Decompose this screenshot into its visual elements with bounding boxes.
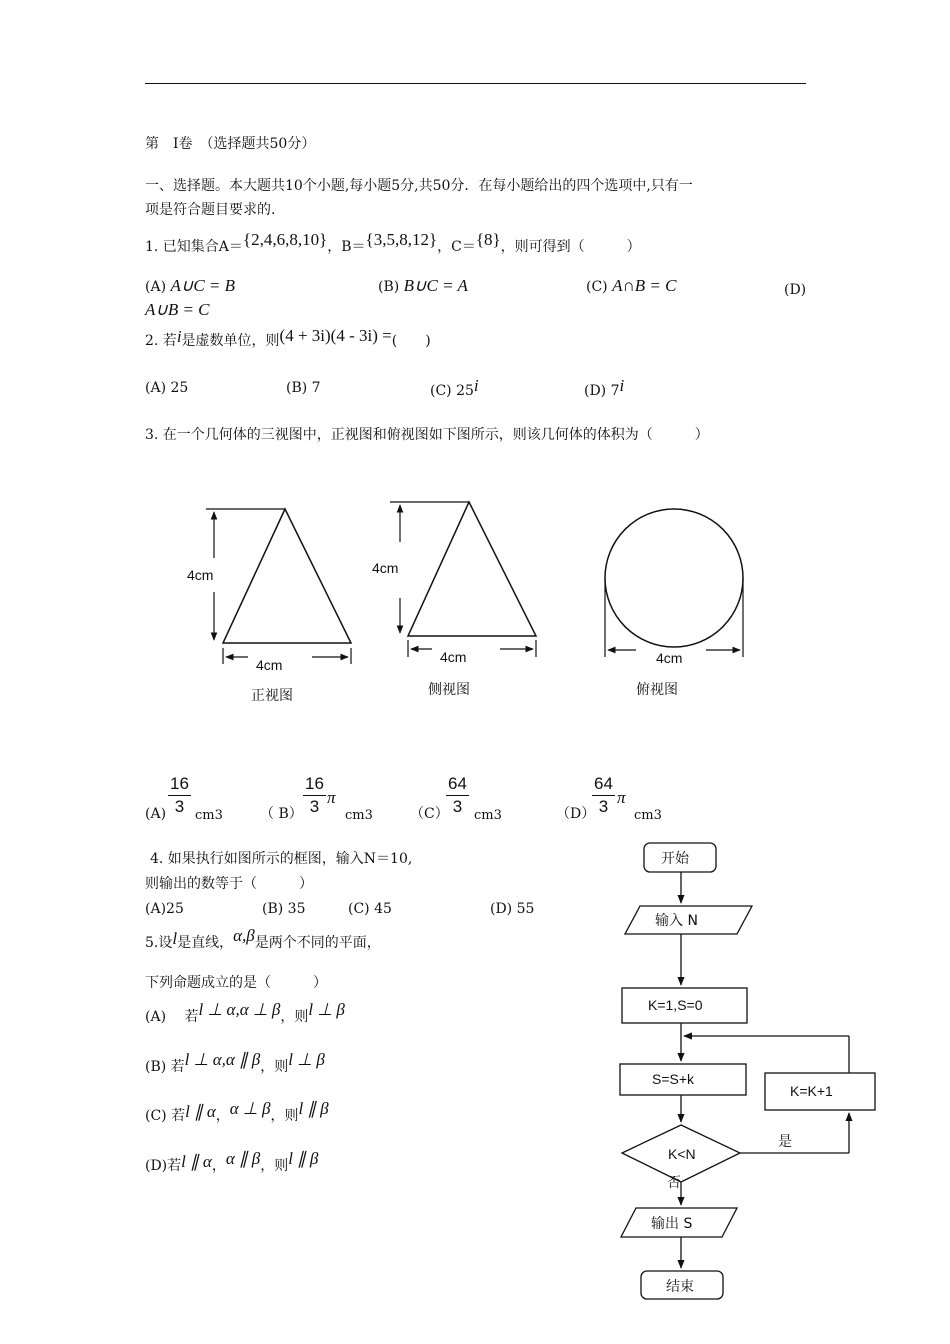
q5-option-c-cond-1: l ∥ α xyxy=(185,1102,216,1121)
top-view-circle xyxy=(605,509,743,647)
side-height-label: 4cm xyxy=(372,560,399,576)
side-view-caption: 侧视图 xyxy=(428,682,470,698)
q1-option-d-expr: A∪B = C xyxy=(145,300,210,319)
q1-option-c-label: (C) xyxy=(586,279,608,295)
flow-end-label: 结束 xyxy=(666,1279,694,1295)
q2-mid: 是虚数单位，则 xyxy=(181,333,280,349)
q4-line-2: 则输出的数等于（ ） xyxy=(145,876,313,892)
q5-option-b-label: (B) 若 xyxy=(145,1059,185,1075)
q3-option-c-label: （C） xyxy=(410,806,449,822)
q1-suffix: ，则可得到（ ） xyxy=(500,239,641,255)
q1-prefix: 1. 已知集合A＝ xyxy=(145,239,243,255)
flow-input-label: 输入 N xyxy=(655,913,698,929)
q3-option-c-numerator: 64 xyxy=(448,774,467,793)
q5-option-c-label: (C) 若 xyxy=(145,1108,186,1124)
q5-suffix: 是两个不同的平面， xyxy=(254,935,381,951)
front-width-label: 4cm xyxy=(256,657,283,673)
q4-line-1: 4. 如果执行如图所示的框图，输入N＝10, xyxy=(150,851,413,867)
q1-option-d-label: (D) xyxy=(784,282,807,298)
flow-init-label: K=1,S=0 xyxy=(648,997,703,1013)
q5-option-b-condition: l ⊥ α,α ∥ β xyxy=(184,1050,261,1069)
flow-start-label: 开始 xyxy=(661,851,689,867)
flow-update-k-label: K=K+1 xyxy=(790,1083,833,1099)
q5-option-c-result: l ∥ β xyxy=(298,1099,329,1118)
intro-line-2: 项是符合题目要求的. xyxy=(145,202,276,218)
q1-set-a: {2,4,6,8,10} xyxy=(242,230,328,249)
q1-set-b: {3,5,8,12} xyxy=(365,230,438,249)
flow-no-label: 否 xyxy=(667,1175,681,1191)
q3-option-d-denominator: 3 xyxy=(598,797,609,816)
q1-option-a-expr: A∪C = B xyxy=(170,276,236,295)
q5-option-d-cond-2: α ∥ β xyxy=(225,1149,261,1168)
q3-option-b-label: （ B） xyxy=(260,806,303,822)
q5-option-a-then: ，则 xyxy=(280,1009,309,1025)
q4-option-c: (C) 45 xyxy=(348,901,392,917)
front-view-triangle xyxy=(223,509,351,643)
question-3: 3. 在一个几何体的三视图中，正视图和俯视图如下图所示，则该几何体的体积为（ ） xyxy=(145,427,709,443)
side-width-label: 4cm xyxy=(440,649,467,665)
q2-option-a: (A) 25 xyxy=(145,380,189,396)
q1-option-b-expr: B∪C = A xyxy=(403,276,468,295)
q3-option-d-numerator: 64 xyxy=(594,774,613,793)
q3-option-a-fraction xyxy=(168,774,191,817)
q5-option-a-result: l ⊥ β xyxy=(308,1000,345,1019)
q5-option-c-separator: ， xyxy=(215,1108,230,1124)
q2-i: i xyxy=(176,327,182,346)
q3-option-a-label: (A) xyxy=(145,806,167,822)
q5-option-d-label: (D)若 xyxy=(145,1158,182,1174)
q2-expression: (4 + 3i)(4 - 3i) = xyxy=(279,326,392,345)
q3-option-b-unit: cm3 xyxy=(345,808,373,823)
q3-option-a-numerator: 16 xyxy=(170,774,189,793)
q5-option-c-then: ，则 xyxy=(270,1108,299,1124)
front-view-caption: 正视图 xyxy=(251,688,293,704)
q5-mid: 是直线， xyxy=(177,935,234,951)
q3-option-a-unit: cm3 xyxy=(195,808,223,823)
front-view xyxy=(187,509,351,673)
q5-option-b xyxy=(145,1050,325,1076)
q5-alpha-beta: α,β xyxy=(233,926,255,945)
q3-option-b-numerator: 16 xyxy=(305,774,324,793)
flow-yes-label: 是 xyxy=(778,1134,792,1150)
q5-option-a-condition: l ⊥ α,α ⊥ β xyxy=(198,1000,281,1019)
top-view-caption: 俯视图 xyxy=(636,682,678,698)
q2-suffix: ( ) xyxy=(391,333,431,349)
q4-option-a: (A)25 xyxy=(145,901,184,917)
q2-option-d-i: i xyxy=(619,376,625,395)
q5-option-c-cond-2: α ⊥ β xyxy=(229,1099,271,1118)
q5-option-a xyxy=(145,1000,345,1026)
q5-option-a-label: (A) 若 xyxy=(145,1009,199,1025)
q5-option-d-cond-1: l ∥ α xyxy=(181,1152,212,1171)
q2-option-c-i: i xyxy=(473,376,479,395)
q3-option-d-pi: π xyxy=(617,788,626,807)
q3-option-b-denominator: 3 xyxy=(309,797,320,816)
q4-option-d: (D) 55 xyxy=(490,901,535,917)
flow-output-label: 输出 S xyxy=(651,1216,693,1232)
q3-option-d-unit: cm3 xyxy=(634,808,662,823)
q5-prefix: 5.设 xyxy=(145,935,173,951)
q1-mid1: ，B＝ xyxy=(327,239,366,255)
intro-line-1: 一、选择题。本大题共10个小题,每小题5分,共50分．在每小题给出的四个选项中,只有一 xyxy=(145,178,693,194)
q5-option-d-result: l ∥ β xyxy=(288,1149,319,1168)
q2-option-c-text: (C) 25 xyxy=(430,383,474,399)
section-title: 第 Ⅰ卷 （选择题共50分） xyxy=(145,136,316,152)
q1-option-b-label: (B) xyxy=(378,279,400,295)
q5-line-2: 下列命题成立的是（ ） xyxy=(145,975,327,991)
q3-option-c-denominator: 3 xyxy=(452,797,463,816)
q5-option-d-then: ，则 xyxy=(260,1158,289,1174)
q3-option-a-denominator: 3 xyxy=(174,797,185,816)
q3-option-c-fraction xyxy=(446,774,469,817)
q4-option-b: (B) 35 xyxy=(262,901,306,917)
q2-option-b: (B) 7 xyxy=(286,380,321,396)
q1-option-a-label: (A) xyxy=(145,279,167,295)
front-height-label: 4cm xyxy=(187,567,214,583)
q5-line-1 xyxy=(145,926,381,952)
q3-option-d-label: （D） xyxy=(556,806,596,822)
flow-update-s-label: S=S+k xyxy=(652,1071,695,1087)
q1-mid2: ，C＝ xyxy=(437,239,476,255)
flow-condition-label: K<N xyxy=(668,1146,696,1162)
q5-option-d-separator: ， xyxy=(211,1158,226,1174)
top-diameter-label: 4cm xyxy=(656,650,683,666)
q3-option-d-fraction xyxy=(592,774,615,817)
q2-option-d-text: (D) 7 xyxy=(584,383,620,399)
q5-option-b-result: l ⊥ β xyxy=(288,1050,325,1069)
q1-set-c: {8} xyxy=(475,230,501,249)
q2-prefix: 2. 若 xyxy=(145,333,177,349)
q5-option-b-then: ，则 xyxy=(260,1059,289,1075)
q1-option-c-expr: A∩B = C xyxy=(612,276,677,295)
q3-option-c-unit: cm3 xyxy=(474,808,502,823)
q5-option-c xyxy=(145,1099,329,1125)
q3-option-b-fraction xyxy=(303,774,326,817)
side-view-triangle xyxy=(408,502,536,636)
side-view xyxy=(372,502,536,665)
q3-option-b-pi: π xyxy=(327,788,336,807)
top-view xyxy=(605,509,743,666)
q5-l: l xyxy=(172,929,178,948)
q5-option-d xyxy=(145,1149,319,1175)
